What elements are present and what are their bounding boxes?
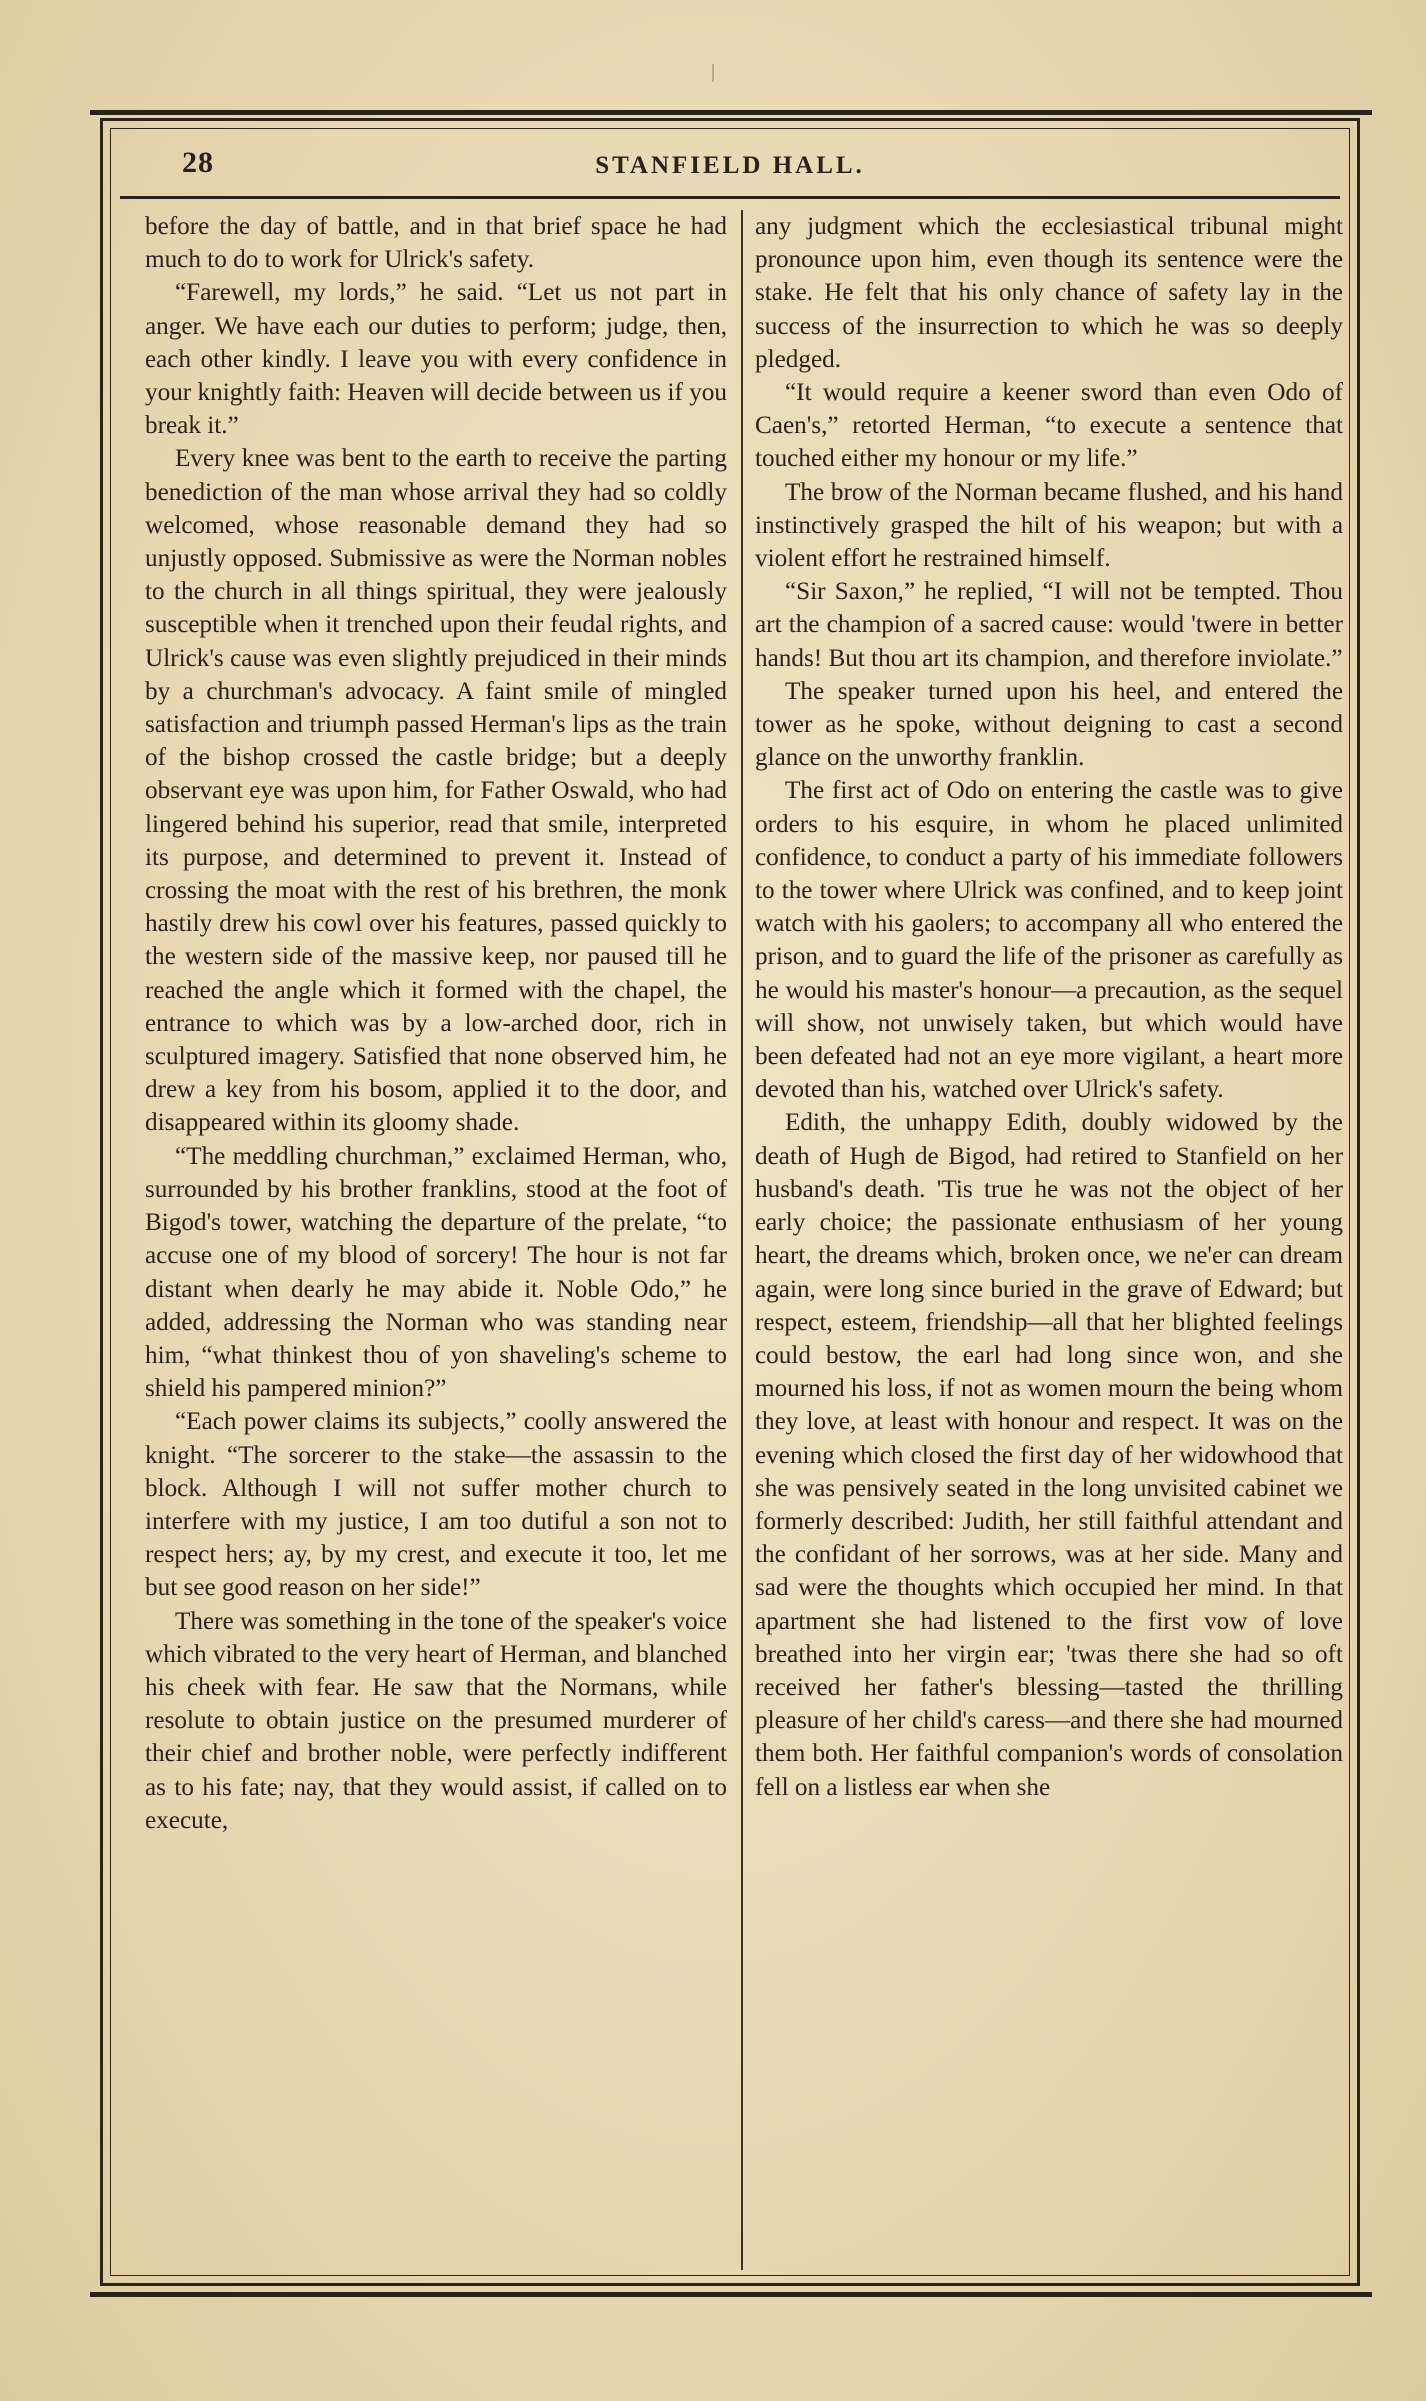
- paragraph: Edith, the unhappy Edith, doubly widowed by the death of Hugh de Bigod, had retired to Stanfield on her husband's death. 'Tis true he was not the object of her early choice; the passionate enthusiasm of her young heart, the dreams which, broken once, we ne'er can dream again, were long since buried in the grave of Edward; but respect, esteem, friendship—all that her blighted feelings could bestow, the earl had long since won, and she mourned his loss, if not as women mourn the being whom they love, at least with honour and respect. It was on the evening which closed the first day of her widowhood that she was pensively seated in the long unvisited cabinet we formerly described: Judith, her still faithful attendant and the confidant of her sorrows, was at her side. Many and sad were the thoughts which occupied her mind. In that apartment she had listened to the first vow of love breathed into her virgin ear; 'twas there she had so oft received her father's blessing—tasted the thrilling pleasure of her child's caress—and there she had mourned them both. Her faithful companion's words of consolation fell on a listless ear when she: [755, 1109, 1343, 1801]
- left-column: [145, 210, 727, 2270]
- bottom-border-rule: [90, 2292, 1372, 2297]
- page-header: [120, 140, 1340, 194]
- paragraph: The speaker turned upon his heel, and entered the tower as he spoke, without deigning to cast a second glance on the unworthy franklin.: [755, 677, 1343, 772]
- paragraph: before the day of battle, and in that brief space he had much to do to work for Ulrick's safety.: [145, 213, 727, 274]
- top-border-rule: [90, 110, 1372, 115]
- paragraph: “Farewell, my lords,” he said. “Let us not part in anger. We have each our duties to perform; judge, then, each other kindly. I leave you with every confidence in your knightly faith: Heaven will decide between us if you break it.”: [145, 279, 727, 440]
- paragraph: The brow of the Norman became flushed, and his hand instinctively grasped the hilt of his weapon; but with a violent effort he restrained himself.: [755, 478, 1343, 573]
- right-column: [755, 210, 1343, 2270]
- paragraph: The first act of Odo on entering the castle was to give orders to his esquire, in whom he placed unlimited confidence, to conduct a party of his immediate followers to the tower where Ulrick was confined, and to keep joint watch with his gaolers; to accompany all who entered the prison, and to guard the life of the prisoner as carefully as he would his master's honour—a precaution, as the sequel will show, not unwisely taken, but which would have been defeated had not an eye more vigilant, a heart more devoted than his, watched over Ulrick's safety.: [755, 777, 1343, 1104]
- paragraph: any judgment which the ecclesiastical tribunal might pronounce upon him, even though its sentence were the stake. He felt that his only chance of safety lay in the success of the insurrection to which he was so deeply pledged.: [755, 213, 1343, 373]
- paragraph: “It would require a keener sword than even Odo of Caen's,” retorted Herman, “to execute a sentence that touched either my honour or my life.”: [755, 379, 1343, 473]
- paragraph: “Sir Saxon,” he replied, “I will not be tempted. Thou art the champion of a sacred cause: would 'twere in better hands! But thou art its champion, and therefore inviolate.”: [755, 578, 1343, 672]
- paragraph: “Each power claims its subjects,” coolly answered the knight. “The sorcerer to the stake—the assassin to the block. Although I will not suffer mother church to interfere with my justice, I am too dutiful a son not to respect hers; ay, by my crest, and execute it too, let me but see good reason on her side!”: [145, 1408, 727, 1602]
- paragraph: “The meddling churchman,” exclaimed Herman, who, surrounded by his brother franklins, stood at the foot of Bigod's tower, watching the departure of the prelate, “to accuse one of my blood of sorcery! The hour is not far distant when dearly he may abide it. Noble Odo,” he added, addressing the Norman who was standing near him, “what thinkest thou of yon shaveling's scheme to shield his pampered minion?”: [145, 1142, 727, 1403]
- fold-mark: [712, 64, 714, 82]
- column-divider: [741, 210, 743, 2270]
- paragraph: Every knee was bent to the earth to receive the parting benediction of the man whose arrival they had so coldly welcomed, whose reasonable demand they had so unjustly opposed. Submissive as were the Norman nobles to the church in all things spiritual, they were jealously susceptible when it trenched upon their feudal rights, and Ulrick's cause was even slightly prejudiced in their minds by a churchman's advocacy. A faint smile of mingled satisfaction and triumph passed Herman's lips as the train of the bishop crossed the castle bridge; but a deeply observant eye was upon him, for Father Oswald, who had lingered behind his superior, read that smile, interpreted its purpose, and determined to prevent it. Instead of crossing the moat with the rest of his brethren, the monk hastily drew his cowl over his features, passed quickly to the western side of the massive keep, nor paused till he reached the angle which it formed with the chapel, the entrance to which was by a low-arched door, rich in sculptured imagery. Satisfied that none observed him, he drew a key from his bosom, applied it to the door, and disappeared within its gloomy shade.: [145, 445, 727, 1137]
- header-rule: [120, 196, 1340, 199]
- paragraph: There was something in the tone of the speaker's voice which vibrated to the very heart of Herman, and blanched his cheek with fear. He saw that the Normans, while resolute to obtain justice on the presumed murderer of their chief and brother noble, were perfectly indifferent as to his fate; nay, that they would assist, if called on to execute,: [145, 1607, 727, 1834]
- running-title: STANFIELD HALL.: [595, 152, 865, 179]
- page-number: 28: [182, 146, 214, 179]
